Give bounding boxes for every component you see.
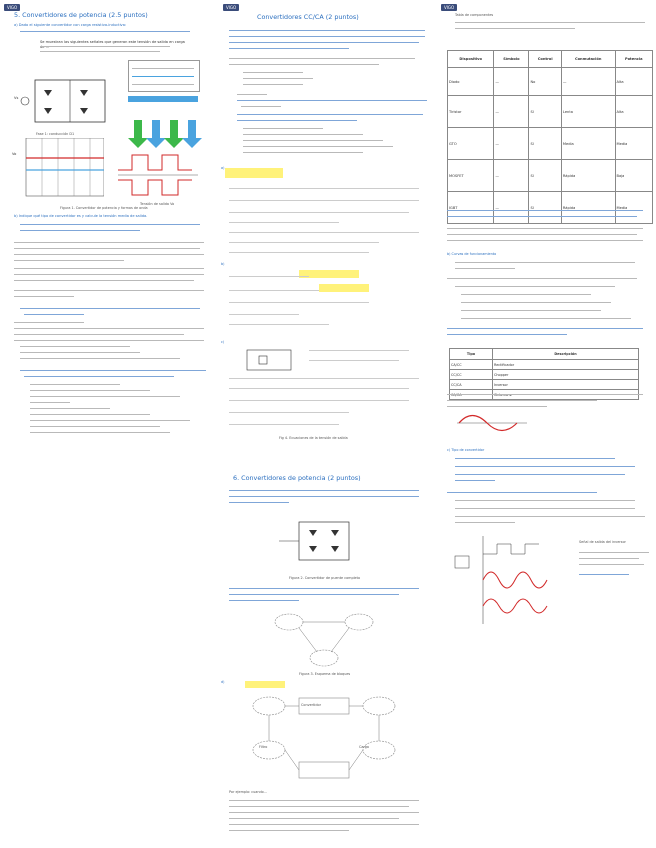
figure-caption: Figura 1. Convertidor de potencia y formas de onda: [60, 206, 148, 210]
col-header: Potencia: [615, 51, 652, 68]
table-row: Diodo — No — Alta: [448, 68, 653, 96]
table-row: IGBT — Sí Rápida Media: [448, 192, 653, 224]
subtitle-a: a) Dado el siguiente convertidor con carga resistiva-inductiva:: [14, 23, 127, 27]
footer-note: Por ejemplo: cuando...: [229, 790, 267, 794]
table-row: MOSFET — Sí Rápida Baja: [448, 160, 653, 192]
block-label-1: Convertidor: [301, 703, 321, 707]
column-2: [219, 0, 432, 848]
table-row: Tiristor — Sí Lenta Alta: [448, 96, 653, 128]
output-waveform: [118, 150, 204, 200]
item-b: b): [221, 262, 225, 266]
types-table: Tipo Descripción CA/CC Rectificador CC/CC Chopper CC/CA Inversor: [449, 348, 639, 400]
header-tag: VIGO: [4, 4, 20, 11]
converter-circuit: [20, 70, 120, 130]
section-heading-2: 6. Convertidores de potencia (2 puntos): [233, 474, 361, 482]
col-header: Conmutación: [561, 51, 615, 68]
highlight-formula: [225, 168, 283, 178]
block-label-3: Carga: [359, 745, 370, 749]
table-row: GTO — Sí Media Media: [448, 128, 653, 160]
arrows-graphic: [128, 120, 204, 150]
sine-curve: [457, 408, 527, 438]
table-row: CC/CC Chopper: [450, 370, 639, 380]
bridge-circuit: [279, 516, 369, 566]
paragraph: Se muestran las siguientes señales que generan este tensión de salida en carga: [40, 40, 185, 44]
block-label-2: Filtro: [259, 745, 268, 749]
column-1: [0, 0, 214, 848]
section-heading: 5. Convertidores de potencia (2.5 puntos): [14, 11, 148, 19]
figure-caption-2: Figura 2. Convertidor de puente completo: [289, 576, 361, 580]
column-3: [437, 0, 656, 848]
section-b: b) Curvas de funcionamiento: [447, 252, 497, 256]
section-c: c) Tipo de convertidor: [447, 448, 485, 452]
col-header: Dispositivo: [448, 51, 494, 68]
label-vs: Vs: [14, 96, 19, 100]
col-header: Símbolo: [494, 51, 529, 68]
components-table: [447, 50, 653, 224]
header-tag: VIGO: [441, 4, 457, 11]
circuit-c: [239, 346, 299, 374]
label-cond: Fase 1: conducción D1: [36, 132, 75, 136]
section-heading: Convertidores CC/CA (2 puntos): [257, 13, 359, 21]
label-vo: Vo: [12, 152, 17, 156]
figure-eq-caption: Fig 4. Ecuaciones de la tensión de salida: [279, 436, 348, 440]
header-tag: VIGO: [223, 4, 239, 11]
label-tension: Tensión de salida Vo: [140, 202, 175, 206]
grid-waveform: [20, 138, 104, 198]
graph-note: Señal de salida del inversor: [579, 540, 626, 544]
block-diagram-2: [239, 692, 409, 782]
col-header: Control: [529, 51, 561, 68]
figure-caption-3: Figura 3. Esquema de bloques: [299, 672, 351, 676]
subtitle-b: b) Indique qué tipo de convertidor es y calcule la tensión media de salida.: [14, 214, 148, 218]
table-row: CA/CC Rectificador: [450, 360, 639, 370]
block-diagram-1: [259, 610, 389, 670]
item-c: c): [221, 340, 225, 344]
inverter-waveforms: [447, 536, 577, 626]
item-d: d): [221, 680, 225, 684]
section-heading: Tabla de componentes: [455, 13, 494, 17]
table-row: CC/CA Inversor: [450, 380, 639, 390]
item-a: a): [221, 166, 225, 170]
